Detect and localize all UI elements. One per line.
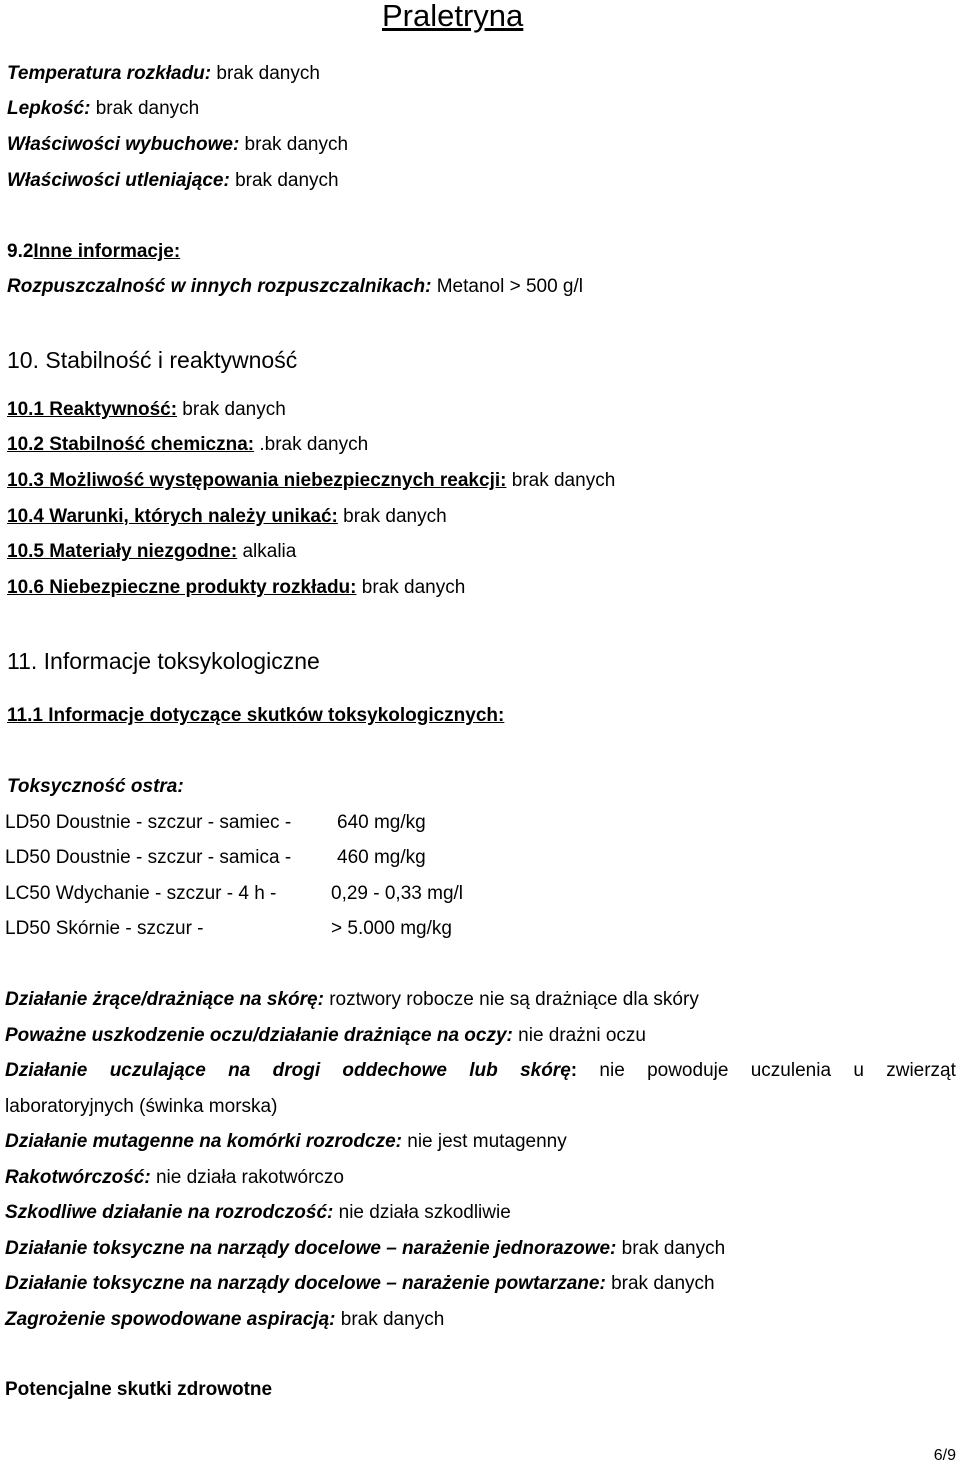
tox-value: 640 mg/kg <box>337 812 426 833</box>
sens-word: Działanie <box>5 1060 88 1081</box>
page-number: 6/9 <box>933 1447 956 1464</box>
sens-word: oddechowe <box>342 1060 447 1081</box>
effect-value: nie działa rakotwórczo <box>150 1167 344 1188</box>
tox-value: > 5.000 mg/kg <box>331 918 452 939</box>
item-value: brak danych <box>177 399 286 420</box>
prop-label: Lepkość: <box>7 98 91 119</box>
section-number: 9.2 <box>7 241 34 262</box>
item-value: brak danych <box>337 506 447 527</box>
effect-value: brak danych <box>605 1273 715 1294</box>
effect-value: nie drażni oczu <box>512 1025 646 1046</box>
effect-mutagenicity <box>5 1130 567 1154</box>
section-11-heading: 11. Informacje toksykologiczne <box>7 648 320 674</box>
tox-value: 460 mg/kg <box>337 847 426 868</box>
tox-name: LD50 Doustnie - szczur - samica - <box>5 847 292 868</box>
item-label: 10.2 Stabilność chemiczna: <box>7 434 255 455</box>
sens-line-2: laboratoryjnych (świnka morska) <box>5 1096 278 1117</box>
sens-value-word: nie <box>599 1060 625 1081</box>
effect-value: brak danych <box>335 1309 445 1330</box>
sens-last <box>520 1059 577 1083</box>
item-10-5 <box>7 540 296 564</box>
sens-value-word: zwierząt <box>886 1060 956 1081</box>
health-effects-heading: Potencjalne skutki zdrowotne <box>5 1379 273 1400</box>
sens-word: uczulające <box>109 1060 206 1081</box>
prop-label: Temperatura rozkładu: <box>7 63 212 84</box>
effect-aspiration <box>5 1308 444 1332</box>
tox-value: 0,29 - 0,33 mg/l <box>331 883 464 904</box>
prop-decomposition-temp <box>7 62 320 86</box>
item-10-4 <box>7 505 447 529</box>
item-value: brak danych <box>506 470 616 491</box>
effect-label: Poważne uszkodzenie oczu/działanie drażniące na oczy: <box>5 1025 513 1046</box>
effect-carcinogenicity <box>5 1166 344 1190</box>
effect-label: Szkodliwe działanie na rozrodczość: <box>5 1202 334 1223</box>
item-value: .brak danych <box>254 434 369 455</box>
sens-value-word: uczulenia <box>750 1060 832 1081</box>
item-label: 10.4 Warunki, których należy unikać: <box>7 506 338 527</box>
effect-skin-corrosion <box>5 988 699 1012</box>
item-label: 10.6 Niebezpieczne produkty rozkładu: <box>7 577 357 598</box>
effect-reproductive <box>5 1201 511 1225</box>
section-11-1-heading: 11.1 Informacje dotyczące skutków toksykologicznych: <box>7 705 505 726</box>
tox-name: LC50 Wdychanie - szczur - 4 h - <box>5 883 277 904</box>
effect-label: Zagrożenie spowodowane aspiracją: <box>5 1309 336 1330</box>
item-10-3 <box>7 469 615 493</box>
document-title: Praletryna <box>382 0 524 33</box>
effect-label: Rakotwórczość: <box>5 1167 151 1188</box>
section-10-heading: 10. Stabilność i reaktywność <box>7 347 298 373</box>
prop-label: Właściwości wybuchowe: <box>7 134 240 155</box>
effect-value: nie działa szkodliwie <box>333 1202 511 1223</box>
item-label: 10.3 Możliwość występowania niebezpiecznych reakcji: <box>7 470 507 491</box>
sens-word: skórę <box>520 1060 571 1081</box>
sens-value-word: u <box>853 1060 864 1081</box>
sens-value-word: powoduje <box>647 1060 729 1081</box>
effect-stot-repeated <box>5 1272 715 1296</box>
prop-viscosity <box>7 97 199 121</box>
item-10-6 <box>7 576 465 600</box>
solubility-label: Rozpuszczalność w innych rozpuszczalnikach: <box>7 276 432 297</box>
prop-value: brak danych <box>90 98 200 119</box>
prop-value: brak danych <box>229 170 339 191</box>
prop-label: Właściwości utleniające: <box>7 170 230 191</box>
effect-value: roztwory robocze nie są drażniące dla skóry <box>323 989 699 1010</box>
sens-word: drogi <box>272 1060 321 1081</box>
item-10-1 <box>7 398 286 422</box>
item-label: 10.1 Reaktywność: <box>7 399 178 420</box>
prop-value: brak danych <box>239 134 349 155</box>
acute-toxicity-label: Toksyczność ostra: <box>7 776 184 797</box>
effect-value: brak danych <box>616 1238 726 1259</box>
prop-value: brak danych <box>211 63 320 84</box>
effect-label: Działanie żrące/drażniące na skórę: <box>5 989 324 1010</box>
item-10-2 <box>7 433 368 457</box>
solubility-value: Metanol > 500 g/l <box>431 276 583 297</box>
prop-explosive <box>7 133 348 157</box>
sens-word: na <box>228 1060 251 1081</box>
effect-label: Działanie toksyczne na narządy docelowe – narażenie jednorazowe: <box>5 1238 617 1259</box>
sens-word: lub <box>469 1060 498 1081</box>
solubility-row <box>7 275 583 299</box>
effect-sensitization <box>5 1059 956 1083</box>
item-value: alkalia <box>237 541 297 562</box>
effect-eye-damage <box>5 1024 646 1048</box>
effect-label: Działanie mutagenne na komórki rozrodcze: <box>5 1131 402 1152</box>
sens-colon: : <box>570 1060 578 1081</box>
item-value: brak danych <box>356 577 466 598</box>
effect-value: nie jest mutagenny <box>401 1131 567 1152</box>
item-label: 10.5 Materiały niezgodne: <box>7 541 238 562</box>
effect-label: Działanie toksyczne na narządy docelowe – narażenie powtarzane: <box>5 1273 606 1294</box>
effect-stot-single <box>5 1237 725 1261</box>
section-9-2-heading <box>7 240 180 264</box>
tox-name: LD50 Skórnie - szczur - <box>5 918 204 939</box>
section-title: Inne informacje: <box>33 241 181 262</box>
tox-name: LD50 Doustnie - szczur - samiec - <box>5 812 292 833</box>
prop-oxidizing <box>7 169 339 193</box>
